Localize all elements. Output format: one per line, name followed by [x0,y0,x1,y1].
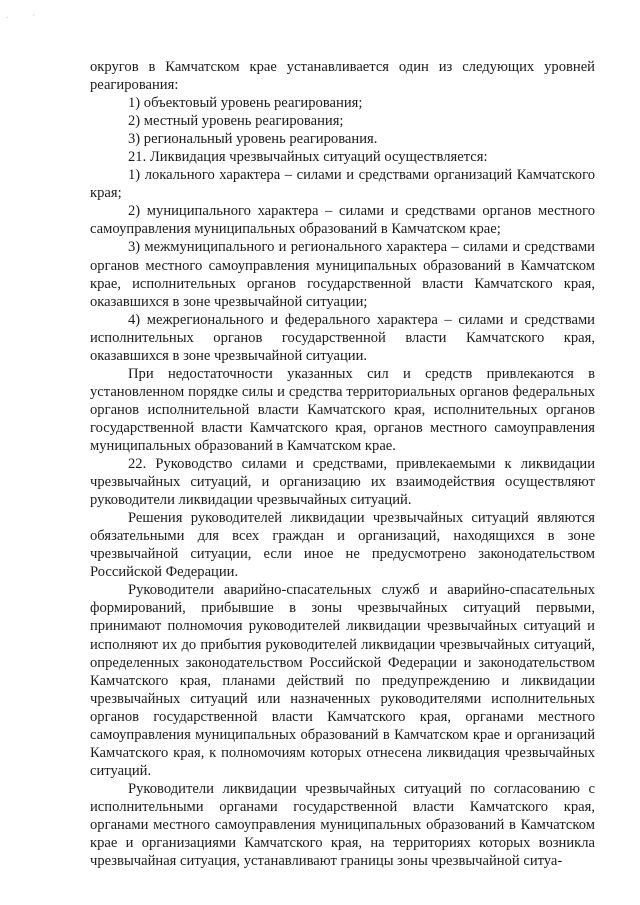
paragraph: При недостаточности указанных сил и средств привлекаются в установленном порядке силы и средства территориальных органов федеральных органов исполнительной власти Камчатского края, исполнительных органов государственной власти Камчатского края, органов местного самоуправления муниципальных образований в Камчатском крае. [90,365,595,454]
section-heading-21: 21. Ликвидация чрезвычайных ситуаций осуществляется: [128,149,488,166]
list-item: 2) муниципального характера – силами и средствами органов местного самоуправления муниципальных образований в Камчатском крае; [90,203,595,238]
list-item: 1) объектовый уровень реагирования; [128,95,363,112]
list-item: 4) межрегионального и федерального характера – силами и средствами исполнительных органов государственной власти Камчатского края, оказавшихся в зоне чрезвычайной ситуации. [90,311,595,364]
list-item: 3) межмуниципального и регионального характера – силами и средствами органов местного самоуправления муниципальных образований в Камчатском крае, исполнительных органов государственной власти Камчатского края, оказавшихся в зоне чрезвычайной ситуации; [90,239,595,310]
scan-mark: - [6,14,9,21]
paragraph: Решения руководителей ликвидации чрезвычайных ситуаций являются обязательными для всех граждан и организаций, находящихся в зоне чрезвычайной ситуации, если иное не предусмотрено законодательством Российской Федерации. [90,510,595,581]
paragraph: округов в Камчатском крае устанавливается один из следующих уровней реагирования: [90,59,595,94]
list-item: 2) местный уровень реагирования; [128,113,344,130]
section-paragraph-22: 22. Руководство силами и средствами, привлекаемыми к ликвидации чрезвычайных ситуаций, и организацию их взаимодействия осуществляют руководители ликвидации чрезвычайных ситуаций. [90,456,595,509]
paragraph: Руководители аварийно-спасательных служб и аварийно-спасательных формирований, прибывшие в зоны чрезвычайных ситуаций первыми, принимают полномочия руководителей ликвидации чрезвычайных ситуаций и исполняют их до прибытия руководителей ликвидации чрезвычайных ситуаций, определенных законодательством Российской Федерации и законодательством Камчатского края, планами действий по предупреждению и ликвидации чрезвычайных ситуаций или назначенных руководителями исполнительных органов государственной власти Камчатского края, органами местного самоуправления муниципальных образований в Камчатском крае и организаций Камчатского края, к полномочиям которых отнесена ликвидация чрезвычайных ситуаций. [90,582,595,779]
paragraph: Руководители ликвидации чрезвычайных ситуаций по согласованию с исполнительными органами государственной власти Камчатского края, органами местного самоуправления муниципальных образований в Камчатском крае и организациями Камчатского края, на территориях которых возникла чрезвычайная ситуация, устанавливают границы зоны чрезвычайной ситуа- [90,780,595,870]
list-item: 1) локального характера – силами и средствами организаций Камчатского края; [90,167,595,202]
scan-mark: ' [33,14,35,21]
document-body [90,58,595,870]
list-item: 3) региональный уровень реагирования. [128,131,378,148]
